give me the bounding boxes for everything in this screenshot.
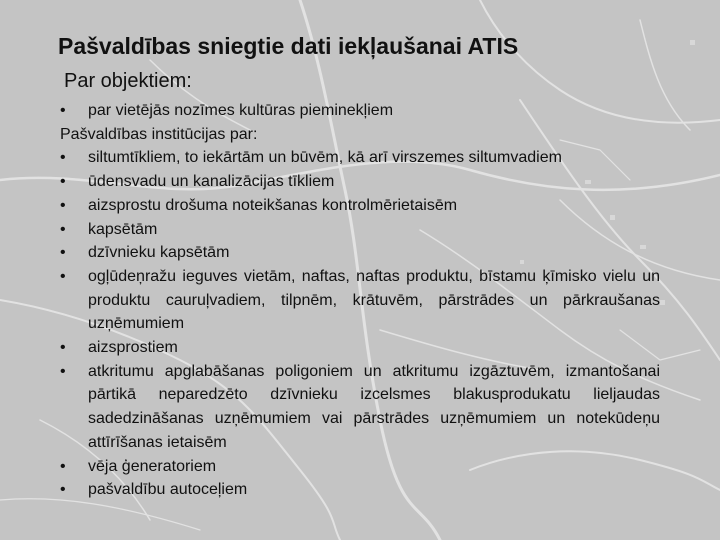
bullet-icon: • (60, 481, 66, 499)
bullet-icon: • (60, 267, 66, 285)
bullet-icon: • (60, 244, 66, 262)
list-item-text: ūdensvadu un kanalizācijas tīkliem (88, 173, 335, 191)
list-item-text: pašvaldību autoceļiem (88, 481, 248, 499)
list-item-text: siltumtīkliem, to iekārtām un būvēm, kā arī virszemes siltumvadiem (88, 149, 562, 167)
bullet-icon: • (60, 362, 66, 380)
bullet-icon: • (60, 196, 66, 214)
list-item (60, 455, 660, 479)
group-heading: Pašvaldības institūcijas par: (60, 125, 258, 143)
bullet-icon: • (60, 457, 66, 475)
bullet-icon: • (60, 149, 66, 167)
list-item (60, 360, 660, 455)
list-item-text: ogļūdeņražu ieguves vietām, naftas, naftas produktu, bīstamu ķīmisko vielu un produktu cauruļvadiem, tilpnēm, krātuvēm, pārstrādes un pārkraušanas uzņēmumiem (88, 267, 660, 333)
list-item-text: par vietējās nozīmes kultūras pieminekļiem (88, 102, 394, 119)
list-item-text: kapsētām (88, 220, 158, 238)
bullet-icon: • (60, 102, 66, 119)
list-item (60, 146, 660, 170)
list-item-text: dzīvnieku kapsētām (88, 244, 230, 262)
bullet-icon: • (60, 339, 66, 357)
bullet-icon: • (60, 220, 66, 238)
list-item (60, 170, 660, 194)
list-item (60, 194, 660, 218)
list-item (60, 336, 660, 360)
list-item-text: aizsprostiem (88, 339, 178, 357)
list-item-text: aizsprostu drošuma noteikšanas kontrolmērietaisēm (88, 196, 458, 214)
list-item (60, 241, 660, 265)
list-item (60, 99, 660, 123)
bullet-icon: • (60, 173, 66, 191)
list-item (60, 478, 660, 502)
list-item (60, 265, 660, 336)
list-item-text: vēja ģeneratoriem (88, 457, 217, 475)
slide-subtitle: Par objektiem: (64, 70, 192, 92)
list-item (60, 218, 660, 242)
slide-content (60, 99, 660, 502)
list-item-text: atkritumu apglabāšanas poligoniem un atkritumu izgāztuvēm, izmantošanai pārtikā neparedzēto dzīvnieku izcelsmes blakusprodukatu lieljaudas sadedzināšanas uzņēmumiem vai pārstrādes uzņēmumiem un notekūdeņu attīrīšanas ietaisēm (88, 362, 660, 451)
slide-title: Pašvaldības sniegtie dati iekļaušanai ATIS (58, 33, 519, 59)
